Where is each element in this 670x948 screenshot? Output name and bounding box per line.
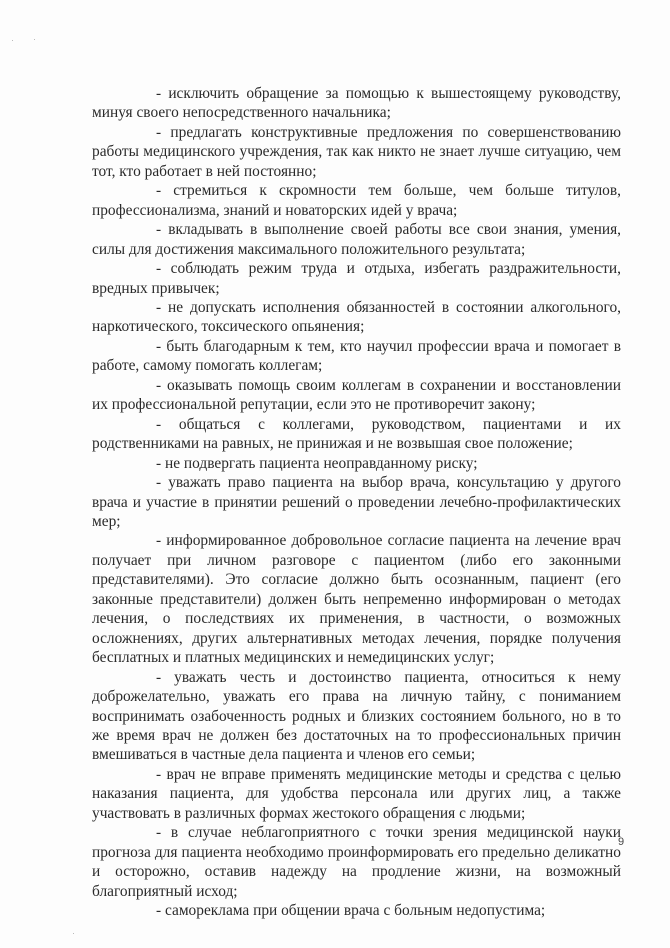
paragraph: - уважать право пациента на выбор врача, консультацию у другого врача и участие в принятии решений о проведении лечебно-профилактических мер; bbox=[92, 474, 621, 530]
paragraph: - самореклама при общении врача с больным недопустима; bbox=[156, 902, 546, 920]
scan-speck bbox=[34, 39, 35, 40]
paragraph: - не допускать исполнения обязанностей в состоянии алкогольного, наркотического, токсического опьянения; bbox=[92, 298, 621, 336]
paragraph: - вкладывать в выполнение своей работы все свои знания, умения, силы для достижения максимального положительного результата; bbox=[92, 221, 621, 258]
paragraph: - оказывать помощь своим коллегам в сохранении и восстановлении их профессиональной репутации, если это не противоречит закону; bbox=[92, 376, 621, 414]
paragraph: - информированное добровольное согласие пациента на лечение врач получает при личном разговоре с пациентом (либо его законными представителями). Это согласие должно быть осознанным, пациент (его законные представители) должен быть непременно информирован о методах лечения, о последствиях их применения, в частности, о возможных осложнениях, других альтернативных методах лечения, порядке получения бесплатных и платных медицинских и немедицинских услуг; bbox=[92, 532, 621, 667]
paragraph: - соблюдать режим труда и отдыха, избегать раздражительности, вредных привычек; bbox=[92, 260, 621, 297]
paragraph: - общаться с коллегами, руководством, пациентами и их родственниками на равных, не принижая и не возвышая свое положение; bbox=[92, 415, 621, 453]
paragraph: - в случае неблагоприятного с точки зрения медицинской науки прогноза для пациента необходимо проинформировать его предельно деликатно и осторожно, оставив надежду на продление жизни, на возможный благоприятный исход; bbox=[92, 824, 621, 900]
paragraph: - исключить обращение за помощью к вышестоящему руководству, минуя своего непосредственного начальника; bbox=[92, 85, 621, 122]
paragraph: - стремиться к скромности тем больше, чем больше титулов, профессионализма, знаний и новаторских идей у врача; bbox=[92, 182, 621, 219]
paragraph: - врач не вправе применять медицинские методы и средства с целью наказания пациента, для удобства персонала или других лиц, а также участвовать в различных формах жестокого обращения с людьми; bbox=[92, 765, 621, 822]
paragraph: - быть благодарным к тем, кто научил профессии врача и помогает в работе, самому помогать коллегам; bbox=[92, 337, 621, 375]
paragraph: - уважать честь и достоинство пациента, относиться к нему доброжелательно, уважать его права на личную тайну, с пониманием воспринимать озабоченность родных и близких состоянием больного, но в то же время врач не должен без достаточных на то профессиональных причин вмешиваться в частные дела пациента и членов его семьи; bbox=[92, 668, 621, 764]
paragraph: - предлагать конструктивные предложения по совершенствованию работы медицинского учреждения, так как никто не знает лучше ситуацию, чем тот, кто работает в ней постоянно; bbox=[92, 123, 621, 180]
scan-speck bbox=[73, 933, 74, 934]
paragraph: - не подвергать пациента неоправданному риску; bbox=[156, 454, 478, 472]
page-number: 9 bbox=[618, 836, 625, 848]
document-body bbox=[92, 84, 621, 920]
scan-speck bbox=[12, 40, 13, 41]
